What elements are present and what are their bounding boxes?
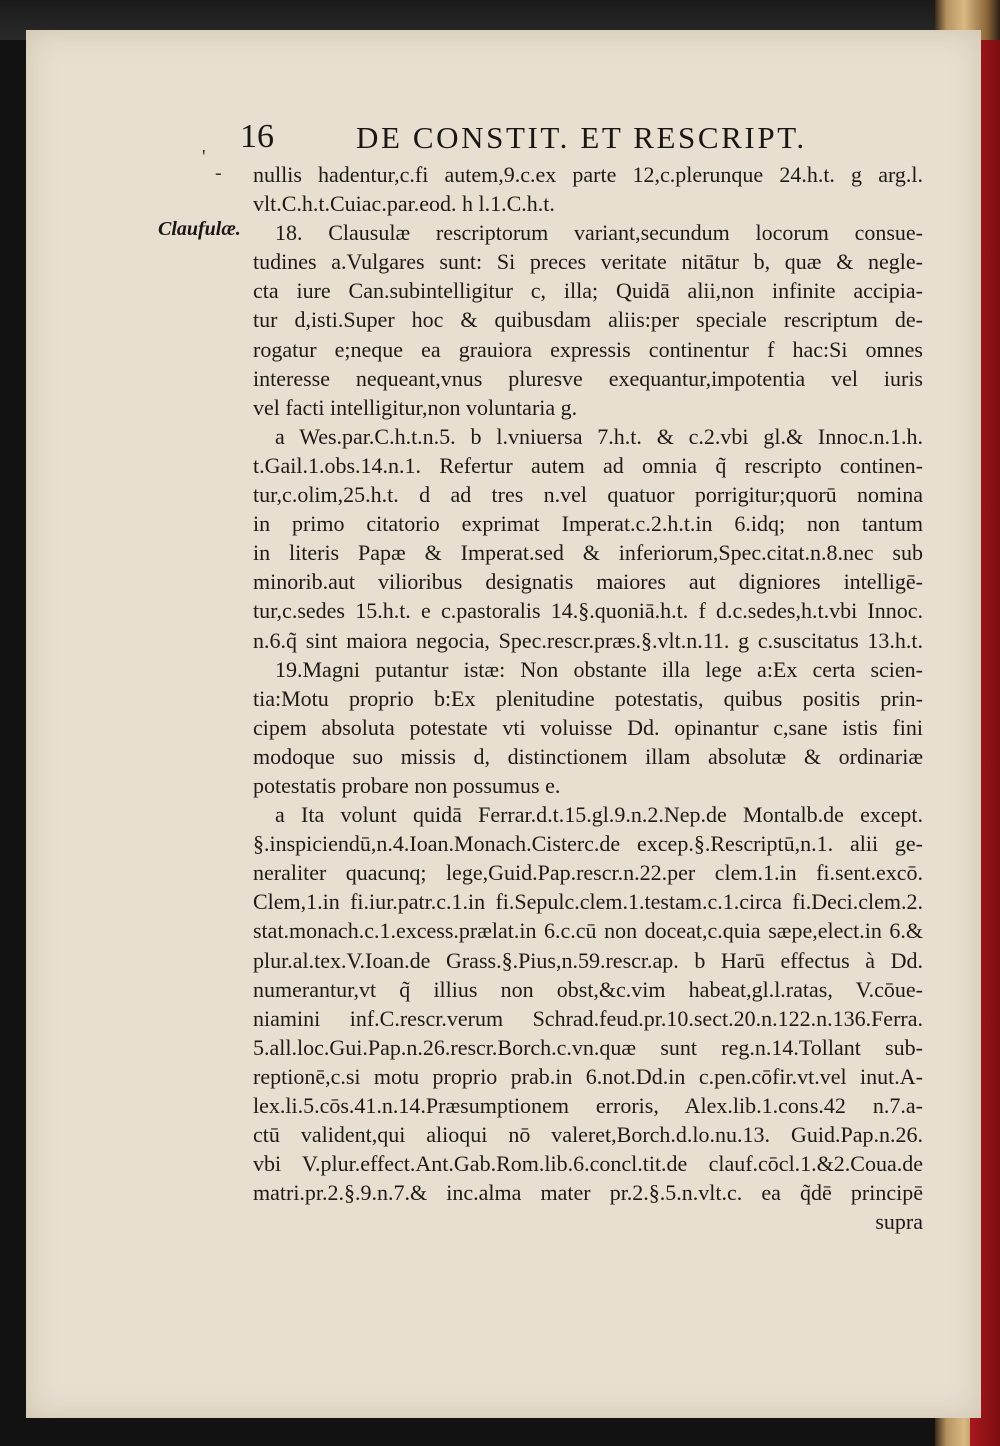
text-line: tia:Motu proprio b:Ex plenitudine potestatis, quibus positis prin- [253, 685, 923, 711]
text-line: niamini inf.C.rescr.verum Schrad.feud.pr.10.sect.20.n.122.n.136.Ferra. [253, 1005, 923, 1031]
text-line: neraliter quacunq; lege,Guid.Pap.rescr.n.22.per clem.1.in fi.sent.excō. [253, 860, 923, 886]
margin-tick-mark: ' [202, 146, 206, 168]
text-line: nullis hadentur,c.fi autem,9.c.ex parte 12,c.plerunque 24.h.t. g arg.l. [253, 162, 923, 187]
text-line: plur.al.tex.V.Ioan.de Grass.§.Pius,n.59.rescr.ap. b Harū effectus à Dd. [253, 947, 923, 973]
text-line: §.inspiciendū,n.4.Ioan.Monach.Cisterc.de excep.§.Rescriptū,n.1. alii ge- [253, 831, 923, 857]
text-line: vbi V.plur.effect.Ant.Gab.Rom.lib.6.concl.tit.de clauf.cōcl.1.&2.Coua.de [253, 1151, 923, 1177]
text-line: stat.monach.c.1.excess.prælat.in 6.c.cū non doceat,c.quia sæpe,elect.in 6.& [253, 918, 923, 944]
text-line: lex.li.5.cōs.41.n.14.Præsumptionem erroris, Alex.lib.1.cons.42 n.7.a- [253, 1093, 923, 1118]
text-line: cta iure Can.subintelligitur c, illa; Quidā alii,non infinite accipia- [253, 278, 923, 304]
page-number: 16 [240, 118, 274, 155]
text-line: a Ita volunt quidā Ferrar.d.t.15.gl.9.n.2.Nep.de Montalb.de except. [275, 802, 923, 828]
text-line: in primo citatorio exprimat Imperat.c.2.h.t.in 6.idq; non tantum [253, 511, 923, 537]
catchword: supra [875, 1209, 923, 1235]
text-line: tudines a.Vulgares sunt: Si preces veritate nitātur b, quæ & negle- [253, 249, 923, 275]
text-line: tur,c.olim,25.h.t. d ad tres n.vel quatuor porrigitur;quorū nomina [253, 482, 923, 508]
text-line: cipem absoluta potestate vti voluisse Dd. opinantur c,sane istis fini [253, 714, 923, 740]
text-line: interesse nequeant,vnus pluresve exequantur,impotentia vel iuris [253, 365, 923, 391]
text-line: 19.Magni putantur istæ: Non obstante illa lege a:Ex certa scien- [275, 656, 923, 682]
text-line: ctū valident,qui alioqui nō valeret,Borch.d.lo.nu.13. Guid.Pap.n.26. [253, 1122, 923, 1148]
text-line: in literis Papæ & Imperat.sed & inferiorum,Spec.citat.n.8.nec sub [253, 540, 923, 566]
text-line: tur,c.sedes 15.h.t. e c.pastoralis 14.§.quoniā.h.t. f d.c.sedes,h.t.vbi Innoc. [253, 598, 923, 624]
text-line: minorib.aut vilioribus designatis maiores aut digniores intelligē- [253, 569, 923, 595]
text-line: numerantur,vt q̃ illius non obst,&c.vim habeat,gl.l.ratas, V.cōue- [253, 976, 923, 1002]
text-line: 5.all.loc.Gui.Pap.n.26.rescr.Borch.c.vn.quæ sunt reg.n.14.Tollant sub- [253, 1034, 923, 1060]
text-line: Clem,1.in fi.iur.patr.c.1.in fi.Sepulc.clem.1.testam.c.1.circa fi.Deci.clem.2. [253, 889, 923, 915]
text-line: vel facti intelligitur,non voluntaria g. [253, 394, 578, 420]
text-line: 18. Clausulæ rescriptorum variant,secundum locorum consue- [275, 220, 923, 246]
text-line: modoque suo missis d, distinctionem illam absolutæ & ordinariæ [253, 743, 923, 769]
margin-dash-mark: - [215, 162, 222, 184]
text-line: potestatis probare non possumus e. [253, 772, 561, 798]
running-head-title: DE CONSTIT. ET RESCRIPT. [356, 120, 807, 155]
text-line: n.6.q̃ sint maiora negocia, Spec.rescr.præs.§.vlt.n.11. g c.suscitatus 13.h.t. [253, 627, 923, 653]
text-line: tur d,isti.Super hoc & quibusdam aliis:per speciale rescriptum de- [253, 307, 923, 333]
main-text-block [253, 160, 923, 1236]
text-line: t.Gail.1.obs.14.n.1. Refertur autem ad omnia q̃ rescripto continen- [253, 452, 923, 478]
text-line: matri.pr.2.§.9.n.7.& inc.alma mater pr.2.§.5.n.vlt.c. ea q̃dē principē [253, 1180, 923, 1206]
text-line: vlt.C.h.t.Cuiac.par.eod. h l.1.C.h.t. [253, 191, 555, 217]
text-line: reptionē,c.si motu proprio prab.in 6.not.Dd.in c.pen.cōfir.vt.vel inut.A- [253, 1063, 923, 1089]
running-head [240, 118, 860, 162]
margin-note: Claufulæ. [158, 218, 241, 240]
text-line: a Wes.par.C.h.t.n.5. b l.vniuersa 7.h.t. & c.2.vbi gl.& Innoc.n.1.h. [275, 423, 923, 449]
text-line: rogatur e;neque ea grauiora expressis continentur f hac:Si omnes [253, 336, 923, 362]
